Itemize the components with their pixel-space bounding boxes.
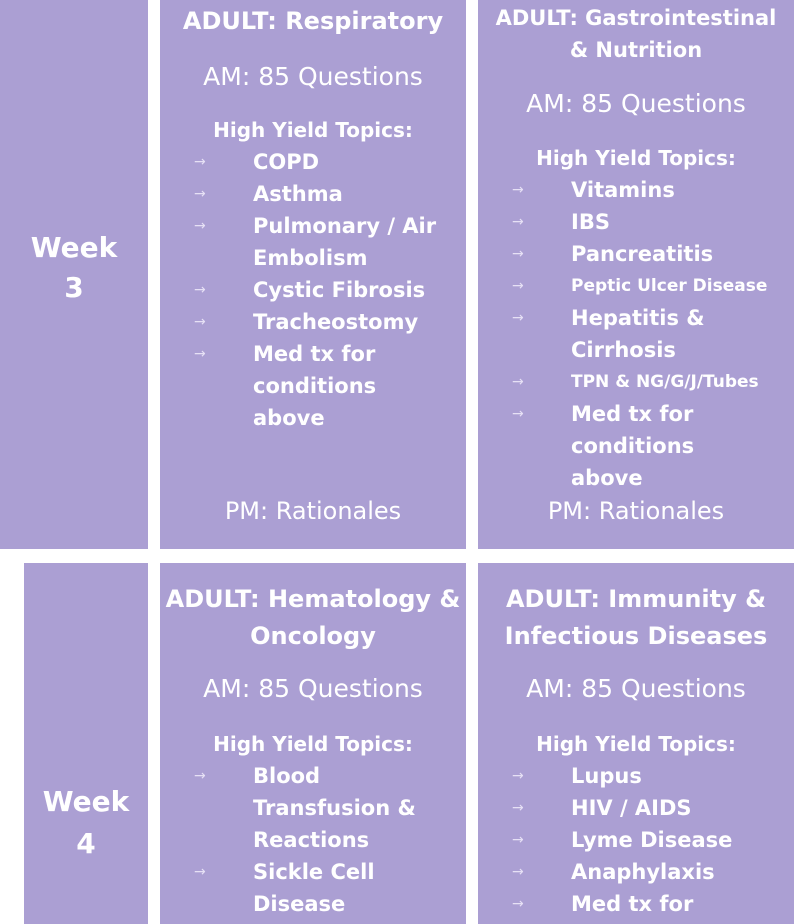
hematology-cell	[160, 563, 466, 924]
week-4-label: Week 4	[42, 785, 130, 860]
respiratory-high-yield-label: High Yield Topics:	[213, 118, 413, 142]
list-item: → Peptic Ulcer Disease	[478, 270, 794, 302]
list-item: → Pancreatitis	[478, 238, 794, 270]
arrow-right-icon: →	[512, 406, 524, 422]
list-item: → Med tx for	[478, 888, 794, 920]
arrow-right-icon: →	[194, 346, 206, 362]
list-item: → Lupus	[478, 760, 794, 792]
immunity-am: AM: 85 Questions	[526, 674, 746, 703]
respiratory-am: AM: 85 Questions	[203, 62, 423, 91]
arrow-right-icon: →	[512, 832, 524, 848]
hematology-high-yield-label: High Yield Topics:	[213, 732, 413, 756]
arrow-right-icon: →	[512, 278, 524, 294]
arrow-right-icon: →	[512, 768, 524, 784]
arrow-right-icon: →	[194, 186, 206, 202]
list-item: → IBS	[478, 206, 794, 238]
hematology-topic-list	[160, 760, 466, 920]
list-item: → COPD	[160, 146, 466, 178]
list-item: → Med tx for conditions above	[160, 338, 466, 434]
respiratory-pm: PM: Rationales	[224, 497, 402, 525]
list-item: → Med tx for conditions above	[478, 398, 794, 494]
respiratory-title: ADULT: Respiratory	[182, 7, 444, 35]
list-item: → Pulmonary / Air Embolism	[160, 210, 466, 274]
arrow-right-icon: →	[512, 374, 524, 390]
arrow-right-icon: →	[194, 314, 206, 330]
gastrointestinal-am: AM: 85 Questions	[526, 89, 746, 118]
arrow-right-icon: →	[512, 214, 524, 230]
list-item: → Asthma	[160, 178, 466, 210]
arrow-right-icon: →	[512, 864, 524, 880]
gastrointestinal-title: ADULT: Gastrointestinal & Nutrition	[495, 6, 777, 62]
list-item: → Tracheostomy	[160, 306, 466, 338]
week-3-cell	[0, 0, 148, 549]
arrow-right-icon: →	[194, 768, 206, 784]
arrow-right-icon: →	[512, 182, 524, 198]
respiratory-cell	[160, 0, 466, 549]
gastrointestinal-topic-list	[478, 174, 794, 494]
list-item: → TPN & NG/G/J/Tubes	[478, 366, 794, 398]
hematology-title: ADULT: Hematology & Oncology	[165, 585, 461, 650]
list-item: → Vitamins	[478, 174, 794, 206]
arrow-right-icon: →	[194, 864, 206, 880]
list-item: → HIV / AIDS	[478, 792, 794, 824]
immunity-high-yield-label: High Yield Topics:	[536, 732, 736, 756]
list-item: → Hepatitis & Cirrhosis	[478, 302, 794, 366]
gastrointestinal-cell	[478, 0, 794, 549]
gastrointestinal-high-yield-label: High Yield Topics:	[536, 146, 736, 170]
list-item: → Sickle Cell Disease	[160, 856, 466, 920]
list-item: → Anaphylaxis	[478, 856, 794, 888]
arrow-right-icon: →	[194, 154, 206, 170]
arrow-right-icon: →	[512, 800, 524, 816]
arrow-right-icon: →	[512, 246, 524, 262]
hematology-am: AM: 85 Questions	[203, 674, 423, 703]
immunity-title: ADULT: Immunity & Infectious Diseases	[504, 585, 768, 650]
immunity-cell	[478, 563, 794, 924]
immunity-topic-list	[478, 760, 794, 920]
list-item: → Lyme Disease	[478, 824, 794, 856]
gastrointestinal-pm: PM: Rationales	[547, 497, 725, 525]
arrow-right-icon: →	[512, 896, 524, 912]
list-item: → Blood Transfusion & Reactions	[160, 760, 466, 856]
respiratory-topic-list	[160, 146, 466, 434]
week-4-cell	[24, 563, 148, 924]
arrow-right-icon: →	[512, 310, 524, 326]
arrow-right-icon: →	[194, 282, 206, 298]
arrow-right-icon: →	[194, 218, 206, 234]
list-item: → Cystic Fibrosis	[160, 274, 466, 306]
week-3-label: Week 3	[30, 231, 118, 304]
